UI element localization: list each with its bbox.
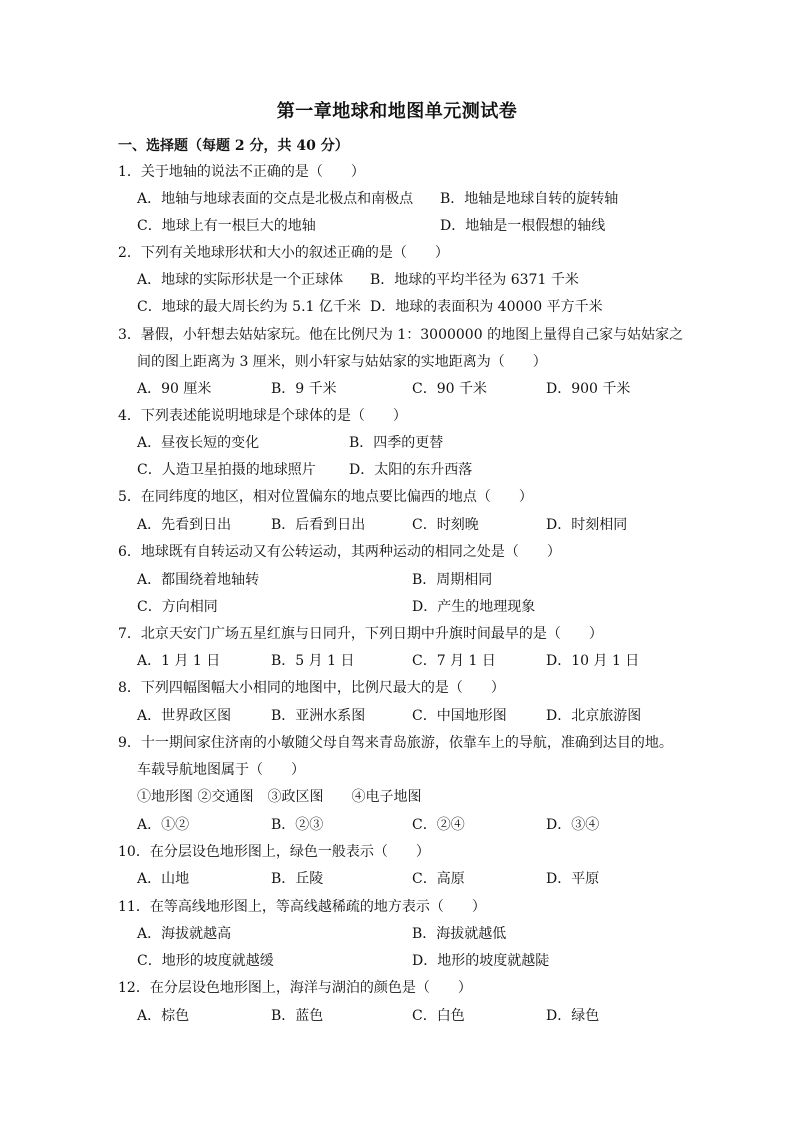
- question-stem: 8．下列四幅图幅大小相同的地图中，比例尺最大的是（ ）: [118, 680, 505, 696]
- answer-option: C．时刻晚: [412, 517, 479, 533]
- answer-option: D．时刻相同: [546, 517, 628, 533]
- question-stem: 1．关于地轴的说法不正确的是（ ）: [118, 164, 365, 180]
- answer-option: C．白色: [412, 1008, 465, 1024]
- answer-option: D．绿色: [546, 1008, 600, 1024]
- answer-option: B．丘陵: [271, 871, 324, 887]
- answer-option: C．高原: [412, 871, 465, 887]
- answer-option: D．平原: [546, 871, 600, 887]
- answer-option: A．海拔就越高: [137, 926, 232, 942]
- question-stem: 车载导航地图属于（ ）: [137, 762, 305, 778]
- answer-option: D．北京旅游图: [546, 708, 642, 724]
- answer-option: C．90 千米: [412, 381, 487, 397]
- answer-option: A．1 月 1 日: [137, 653, 221, 669]
- page-title: 第一章地球和地图单元测试卷: [276, 101, 518, 122]
- question-stem: 3．暑假，小轩想去姑姑家玩。他在比例尺为 1：3000000 的地图上量得自己家与姑姑家之: [118, 327, 684, 343]
- question-sub-options: ①地形图 ②交通图 ③政区图 ④电子地图: [137, 789, 422, 805]
- answer-option: C．地形的坡度就越缓: [137, 953, 274, 969]
- answer-option: B．海拔就越低: [412, 926, 507, 942]
- answer-option: C．地球上有一根巨大的地轴: [137, 218, 316, 234]
- answer-option: D．产生的地理现象: [412, 599, 536, 615]
- answer-option: A．①②: [137, 817, 190, 833]
- answer-option: B．亚洲水系图: [271, 708, 366, 724]
- question-stem: 5．在同纬度的地区，相对位置偏东的地点要比偏西的地点（ ）: [118, 489, 533, 505]
- answer-option: A．棕色: [137, 1008, 190, 1024]
- question-stem: 6．地球既有自转运动又有公转运动，其两种运动的相同之处是（ ）: [118, 544, 561, 560]
- answer-option: A．世界政区图: [137, 708, 232, 724]
- answer-option: D．地轴是一根假想的轴线: [440, 218, 606, 234]
- section-heading: 一、选择题（每题 2 分，共 40 分）: [118, 138, 349, 154]
- answer-option: A．90 厘米: [137, 381, 212, 397]
- answer-option: D．900 千米: [546, 381, 631, 397]
- answer-option: B．9 千米: [271, 381, 337, 397]
- answer-option: B．地球的平均半径为 6371 千米: [370, 272, 579, 288]
- answer-option: D．地球的表面积为 40000 平方千米: [370, 299, 603, 315]
- answer-option: A．昼夜长短的变化: [137, 435, 260, 451]
- question-stem: 7．北京天安门广场五星红旗与日同升，下列日期中升旗时间最早的是（ ）: [118, 626, 603, 642]
- answer-option: B．地轴是地球自转的旋转轴: [440, 191, 619, 207]
- answer-option: B．②③: [271, 817, 324, 833]
- answer-option: D．③④: [546, 817, 600, 833]
- question-stem: 4．下列表述能说明地球是个球体的是（ ）: [118, 408, 407, 424]
- answer-option: A．地轴与地球表面的交点是北极点和南极点: [137, 191, 414, 207]
- answer-option: B．5 月 1 日: [271, 653, 355, 669]
- answer-option: A．都围绕着地轴转: [137, 572, 260, 588]
- answer-option: A．先看到日出: [137, 517, 232, 533]
- answer-option: A．地球的实际形状是一个正球体: [137, 272, 344, 288]
- answer-option: A．山地: [137, 871, 190, 887]
- answer-option: B．四季的更替: [349, 435, 444, 451]
- question-stem: 间的图上距离为 3 厘米，则小轩家与姑姑家的实地距离为（ ）: [137, 354, 547, 370]
- question-stem: 11．在等高线地形图上，等高线越稀疏的地方表示（ ）: [118, 899, 486, 915]
- answer-option: B．周期相同: [412, 572, 493, 588]
- answer-option: C．7 月 1 日: [412, 653, 496, 669]
- question-stem: 10．在分层设色地形图上，绿色一般表示（ ）: [118, 844, 430, 860]
- answer-option: C．地球的最大周长约为 5.1 亿千米: [137, 299, 361, 315]
- answer-option: D．太阳的东升西落: [349, 462, 473, 478]
- answer-option: D．地形的坡度就越陡: [412, 953, 550, 969]
- answer-option: C．②④: [412, 817, 465, 833]
- question-stem: 2．下列有关地球形状和大小的叙述正确的是（ ）: [118, 245, 449, 261]
- question-stem: 9．十一期间家住济南的小敏随父母自驾来青岛旅游，依靠车上的导航，准确到达目的地。: [118, 735, 673, 751]
- answer-option: D．10 月 1 日: [546, 653, 640, 669]
- answer-option: C．人造卫星拍摄的地球照片: [137, 462, 316, 478]
- answer-option: C．中国地形图: [412, 708, 507, 724]
- question-stem: 12．在分层设色地形图上，海洋与湖泊的颜色是（ ）: [118, 980, 472, 996]
- answer-option: B．蓝色: [271, 1008, 324, 1024]
- answer-option: C．方向相同: [137, 599, 218, 615]
- answer-option: B．后看到日出: [271, 517, 366, 533]
